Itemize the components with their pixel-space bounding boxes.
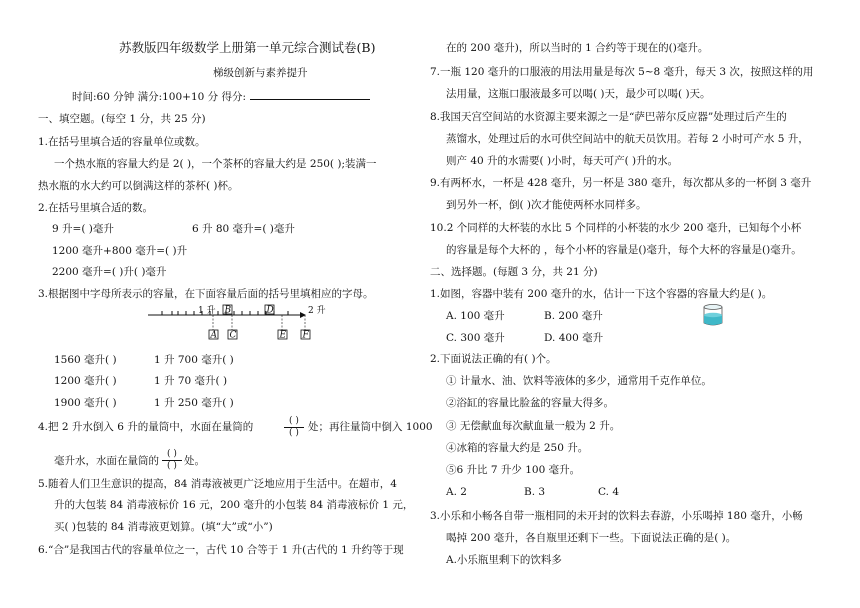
statement: ②浴缸的容量比脸盆的容量大得多。 (446, 397, 614, 409)
question-text: 则产 40 升的水需要( )小时，每天可产( )升的水。 (446, 155, 679, 167)
question-text: 1.如图，容器中装有 200 毫升的水，估计一下这个容器的容量大约是( )。 (430, 288, 773, 300)
question-text: 蒸馏水，处理过后的水可供空间站中的航天员饮用。若每 2 小时可产水 5 升， (446, 133, 809, 145)
option-b[interactable]: B. 3 (524, 486, 546, 498)
question-text: 的容量是每个大杯的 ，每个小杯的容量是()毫升，每个大杯的容量是()毫升。 (446, 244, 802, 256)
statement: ⑤6 升比 7 升少 100 毫升。 (446, 464, 581, 476)
question-text: 1.在括号里填合适的容量单位或数。 (38, 136, 206, 148)
question-text: 处。 (184, 455, 205, 467)
letter-D: D (266, 305, 274, 316)
number-line-2l-label: 2 升 (308, 306, 326, 316)
question-text: 1560 毫升( ) (54, 354, 117, 366)
fraction-blank[interactable]: ( ) ( ) (284, 417, 304, 438)
question-text: 1 升 700 毫升( ) (154, 354, 234, 366)
question-text: 毫升水，水面在量筒的 (54, 455, 159, 467)
section-heading: 一、填空题。(每空 1 分，共 25 分) (38, 113, 206, 125)
option-c[interactable]: C. 300 毫升 (446, 332, 505, 344)
option-c[interactable]: C. 4 (598, 486, 620, 498)
question-text: 1 升 250 毫升( ) (154, 397, 234, 409)
question-text: 升的大包装 84 消毒液标价 16 元，200 毫升的小包装 84 消毒液标价 1 元， (54, 499, 414, 511)
statement: ③ 无偿献血每次献血量一般为 2 升。 (446, 420, 621, 432)
question-text: 4.把 2 升水倒入 6 升的量筒中，水面在量筒的 (38, 421, 254, 433)
question-text: 2.下面说法正确的有( )个。 (430, 353, 557, 365)
question-text: 热水瓶的水大约可以倒满这样的茶杯( )杯。 (38, 180, 239, 192)
letter-E: E (279, 330, 287, 341)
question-text: 1 升 70 毫升( ) (154, 375, 228, 387)
question-text: 法用量，这瓶口服液最多可以喝( )天，最少可以喝( )天。 (446, 88, 711, 100)
section-heading: 二、选择题。(每题 3 分，共 21 分) (430, 266, 598, 278)
question-text: 3.根据图中字母所表示的容量，在下面容量后面的括号里填相应的字母。 (38, 288, 374, 300)
question-text: 喝掉 200 毫升，各自瓶里还剩下一些。下面说法正确的是( )。 (446, 532, 737, 544)
question-text: 一个热水瓶的容量大约是 2( )，一个茶杯的容量大约是 250( );装满一 (54, 158, 377, 170)
test-info: 时间:60 分钟 满分:100+10 分 得分: (72, 89, 370, 104)
letter-B: B (224, 305, 232, 316)
question-text: 8.我国天宫空间站的水资源主要来源之一是“萨巴蒂尔反应器”处理过后产生的 (430, 111, 787, 123)
question-text: 9.有两杯水，一杯是 428 毫升，另一杯是 380 毫升，每次都从多的一杯倒 3 毫升 (430, 177, 812, 189)
test-subtitle: 梯级创新与素养提升 (213, 67, 308, 79)
fraction-blank[interactable]: ( ) ( ) (162, 450, 182, 471)
statement: ① 计量水、油、饮料等液体的多少，通常用千克作单位。 (446, 375, 712, 387)
question-text: 2.在括号里填合适的数。 (38, 202, 154, 214)
question-text: 处；再往量筒中倒入 1000 (308, 421, 433, 433)
test-title: 苏教版四年级数学上册第一单元综合测试卷(B) (119, 40, 376, 55)
option-a[interactable]: A.小乐瓶里剩下的饮料多 (446, 554, 562, 566)
question-text: 1200 毫升( ) (54, 375, 117, 387)
capacity-number-line (148, 304, 326, 344)
question-text: 1900 毫升( ) (54, 397, 117, 409)
question-text: 6.“合”是我国古代的容量单位之一，古代 10 合等于 1 升(古代的 1 升约等于现 (38, 544, 404, 556)
question-text: 6 升 80 毫升=( )毫升 (192, 223, 295, 235)
question-text: 7.一瓶 120 毫升的口服液的用法用量是每次 5~8 毫升，每天 3 次，按照这样的用 (430, 66, 814, 78)
question-text: 在的 200 毫升)，所以当时的 1 合约等于现在的()毫升。 (446, 42, 709, 54)
question-text: 2200 毫升=( )升( )毫升 (52, 266, 167, 278)
question-text: 5.随着人们卫生意识的提高，84 消毒液被更广泛地应用于生活中。在超市，4 (38, 478, 397, 490)
question-text: 10.2 个同样的大杯装的水比 5 个同样的小杯装的水少 200 毫升，已知每个小杯 (430, 222, 802, 234)
number-line-1l-label: 1 升 (198, 306, 216, 316)
option-b[interactable]: B. 200 毫升 (544, 310, 603, 322)
option-a[interactable]: A. 100 毫升 (446, 310, 505, 322)
statement: ④冰箱的容量大约是 250 升。 (446, 442, 589, 454)
question-text: 9 升=( )毫升 (52, 223, 114, 235)
question-text: 买( )包装的 84 消毒液更划算。(填“大”或“小”) (54, 521, 273, 533)
question-text: 3.小乐和小畅各自带一瓶相同的未开封的饮料去春游，小乐喝掉 180 毫升，小畅 (430, 510, 803, 522)
beaker-icon (702, 303, 724, 327)
question-text: 1200 毫升+800 毫升=( )升 (52, 245, 188, 257)
letter-C: C (229, 330, 237, 341)
letter-A: A (210, 330, 217, 341)
letter-F: F (302, 330, 309, 341)
question-text: 到另外一杯，倒( )次才能使两杯水同样多。 (446, 199, 647, 211)
option-a[interactable]: A. 2 (446, 486, 467, 498)
option-d[interactable]: D. 400 毫升 (544, 332, 604, 344)
score-blank[interactable] (250, 89, 370, 100)
